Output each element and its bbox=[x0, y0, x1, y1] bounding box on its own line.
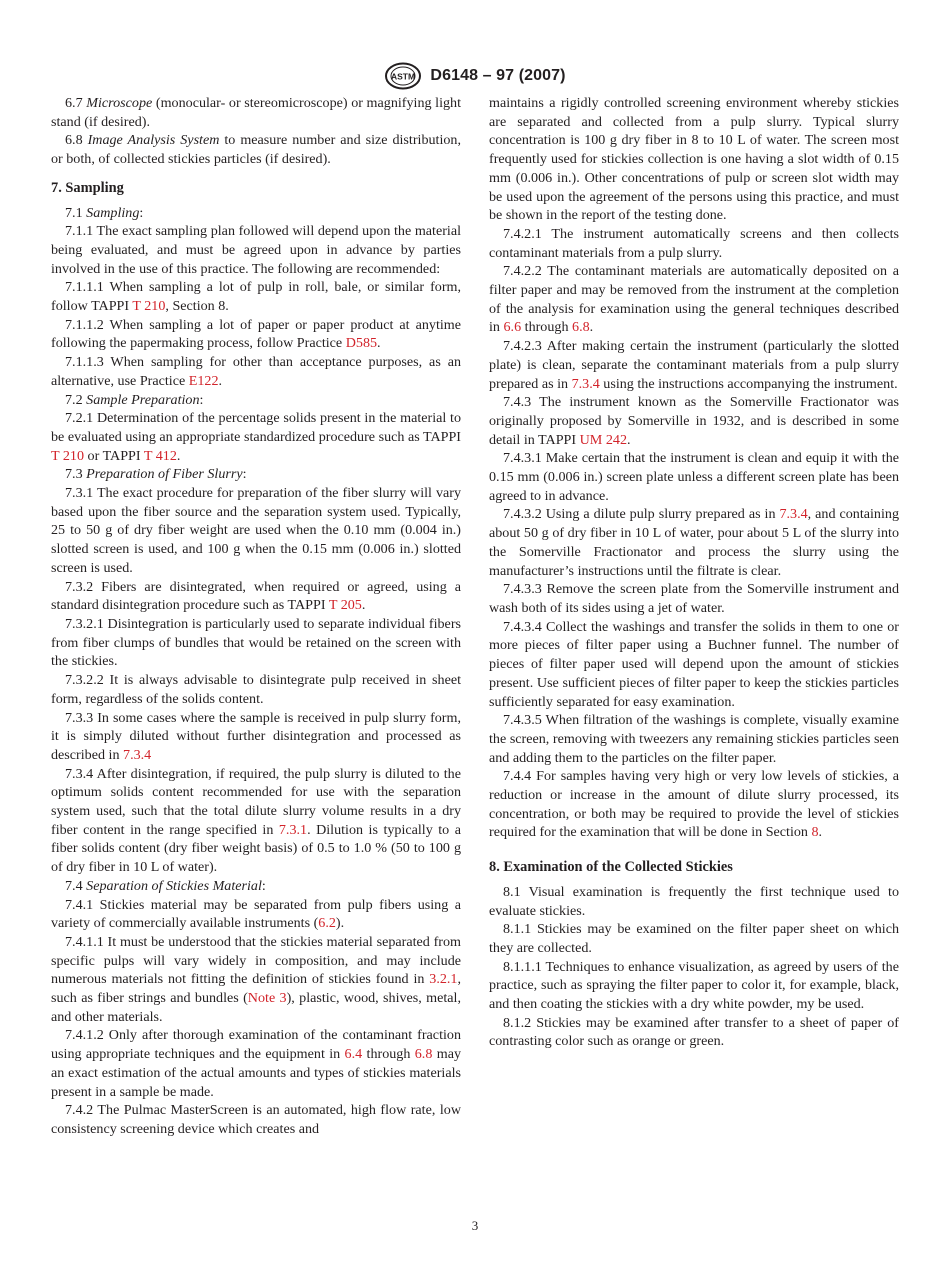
section-7-4-2-1: 7.4.2.1 The instrument automatically screens and then collects contaminant materials from a pulp slurry. bbox=[489, 225, 899, 261]
document-designation: D6148 – 97 (2007) bbox=[430, 67, 566, 84]
section-7-4-2: 7.4.2 The Pulmac MasterScreen is an automated, high flow rate, low consistency screening device which creates and bbox=[51, 1102, 461, 1137]
heading-7-sampling: 7. Sampling bbox=[51, 179, 124, 196]
ref-link[interactable]: E122 bbox=[188, 372, 219, 389]
ref-link[interactable]: 6.8 bbox=[572, 319, 590, 336]
section-7-4-1-2: 7.4.1.2 Only after thorough examination of the contaminant fraction using appropriate techniques and the equipment in 6.4 through 6.8 may an exact estimation of the actual amounts and types of stickies materials present in a sample be made. bbox=[51, 1027, 462, 1100]
ref-link[interactable]: 6.4 bbox=[344, 1046, 363, 1063]
section-7-1-1-1: 7.1.1.1 When sampling a lot of pulp in roll, bale, or similar form, follow TAPPI T 210, Section 8. bbox=[51, 279, 461, 315]
ref-link[interactable]: UM 242 bbox=[579, 431, 627, 448]
section-7-4-3-4: 7.4.3.4 Collect the washings and transfer the solids in them to one or more pieces of filter paper using a Buchner funnel. The number of pieces of filter paper used will depend upon the amount of stickies present. Use sufficient pieces of filter paper to keep the stickies particles sufficiently separated for easy examination. bbox=[489, 618, 899, 710]
right-column bbox=[489, 94, 899, 1051]
section-7-3-2: 7.3.2 Fibers are disintegrated, when required or agreed, using a standard disintegration procedure such as TAPPI T 205. bbox=[51, 578, 461, 614]
section-7-1-1-2: 7.1.1.2 When sampling a lot of paper or paper product at anytime following the papermaking process, follow Practice D585. bbox=[51, 316, 461, 352]
ref-link[interactable]: Note 3 bbox=[247, 990, 287, 1007]
ref-link[interactable]: T 412 bbox=[143, 447, 177, 464]
ref-link[interactable]: 7.3.4 bbox=[779, 506, 808, 523]
section-7-1: 7.1 Sampling: bbox=[65, 204, 144, 221]
section-7-3-4: 7.3.4 After disintegration, if required, the pulp slurry is diluted to the optimum solids content recommended for use with the separation system used, such that the total dilute slurry volume results in a dry fiber content in the range specified in 7.3.1. Dilution is typically to a fiber solids content (dry fiber weight basis) of 0.5 to 1.0 % (50 to 100 g of dry fiber in 10 L of water). bbox=[51, 765, 461, 876]
ref-link[interactable]: 8 bbox=[811, 824, 819, 841]
section-7-4-2-2: 7.4.2.2 The contaminant materials are automatically deposited on a filter paper and may be removed from the instrument at the completion of the analysis for examination using the general techniques described in 6.6 through 6.8. bbox=[489, 263, 899, 336]
section-7-4-3-1: 7.4.3.1 Make certain that the instrument is clean and equip it with the 0.15 mm (0.006 in.) screen plate unless a different screen plate has been agreed to in advance. bbox=[489, 450, 899, 504]
section-7-2: 7.2 Sample Preparation: bbox=[65, 391, 204, 408]
ref-link[interactable]: T 210 bbox=[132, 298, 166, 315]
ref-link[interactable]: 7.3.4 bbox=[571, 375, 600, 392]
left-column bbox=[51, 94, 461, 1139]
heading-8-examination: 8. Examination of the Collected Stickies bbox=[489, 859, 733, 876]
ref-link[interactable]: 7.3.1 bbox=[278, 821, 308, 838]
section-7-3-2-2: 7.3.2.2 It is always advisable to disintegrate pulp received in sheet form, regardless of the solids content. bbox=[51, 672, 461, 707]
section-8-1: 8.1 Visual examination is frequently the first technique used to evaluate stickies. bbox=[489, 883, 899, 919]
section-7-4-3-5: 7.4.3.5 When filtration of the washings is complete, visually examine the screen, removing with tweezers any remaining stickies particles seen and adding them to the particles on the filter paper. bbox=[489, 712, 899, 766]
ref-link[interactable]: T 210 bbox=[51, 447, 85, 464]
page-header bbox=[0, 60, 950, 92]
section-7-4-3-2: 7.4.3.2 Using a dilute pulp slurry prepared as in 7.3.4, and containing about 50 g of dry fiber in 10 L of water, pour about 5 L of the slurry into the Somerville Fractionator and process the slurry using the manufacturer’s instructions until the filtrate is clear. bbox=[489, 506, 899, 579]
section-6-7: 6.7 Microscope (monocular- or stereomicroscope) or magnifying light stand (if desired). bbox=[51, 95, 462, 130]
section-7-4-1: 7.4.1 Stickies material may be separated from pulp fibers using a variety of commercially available instruments (6.2). bbox=[51, 896, 461, 932]
section-7-4-2-continued: maintains a rigidly controlled screening environment whereby stickies are separated and collected from a pulp slurry. Typical slurry concentration is 100 g dry fiber in 8 to 10 L of water. The screen most frequently used for stickies collection is one having a slot width of 0.15 mm (0.006 in.). Other concentrations of pulp or screen slot width may be used upon the agreement of the persons using this practice, and must be shown in the report of the testing done. bbox=[489, 95, 899, 224]
section-8-1-1-1: 8.1.1.1 Techniques to enhance visualization, as agreed by users of the practice, such as spraying the filter paper to color it, for example, black, and then coating the stickies with a dry white powder, my be used. bbox=[489, 958, 899, 1013]
section-7-4: 7.4 Separation of Stickies Material: bbox=[65, 877, 266, 894]
section-7-3: 7.3 Preparation of Fiber Slurry: bbox=[65, 466, 247, 483]
logo-text: ASTM bbox=[391, 71, 416, 82]
section-7-3-3: 7.3.3 In some cases where the sample is received in pulp slurry form, it is simply diluted without further disintegration and processed as described in 7.3.4 bbox=[51, 709, 461, 763]
ref-link[interactable]: 6.8 bbox=[414, 1046, 433, 1063]
section-7-4-2-3: 7.4.2.3 After making certain the instrument (particularly the slotted plate) is clean, separate the contaminant materials from a pulp slurry prepared as in 7.3.4 using the instructions accompanying the instrument. bbox=[489, 338, 899, 392]
section-7-4-1-1: 7.4.1.1 It must be understood that the stickies material separated from specific pulps will vary widely in composition, and may include numerous materials not fitting the definition of stickies found in 3.2.1, such as fiber strings and bundles (Note 3), plastic, wood, shives, metal, and other materials. bbox=[51, 933, 461, 1025]
section-8-1-2: 8.1.2 Stickies may be examined after transfer to a sheet of paper of contrasting color such as orange or green. bbox=[489, 1014, 899, 1050]
section-7-2-1: 7.2.1 Determination of the percentage solids present in the material to be evaluated using an appropriate standardized procedure such as TAPPI T 210 or TAPPI T 412. bbox=[51, 410, 461, 464]
ref-link[interactable]: T 205 bbox=[328, 597, 362, 614]
ref-link[interactable]: D585 bbox=[345, 335, 378, 352]
section-7-1-1: 7.1.1 The exact sampling plan followed will depend upon the material being evaluated, and must be agreed upon in advance by parties involved in the use of this practice. The following are recommended: bbox=[51, 223, 461, 277]
ref-link[interactable]: 6.2 bbox=[318, 915, 336, 932]
section-7-4-3-3: 7.4.3.3 Remove the screen plate from the Somerville instrument and wash both of its sides using a jet of water. bbox=[489, 581, 899, 616]
ref-link[interactable]: 7.3.4 bbox=[123, 746, 152, 763]
section-7-4-3: 7.4.3 The instrument known as the Somerville Fractionator was originally proposed by Somerville in 1932, and is described in some detail in TAPPI UM 242. bbox=[489, 394, 899, 448]
ref-link[interactable]: 6.6 bbox=[503, 319, 522, 336]
page-number: 3 bbox=[471, 1218, 479, 1233]
section-7-1-1-3: 7.1.1.3 When sampling for other than acceptance purposes, as an alternative, use Practice E122. bbox=[51, 354, 461, 389]
section-7-3-1: 7.3.1 The exact procedure for preparation of the fiber slurry will vary based upon the fiber source and the separation system used. Typically, 25 to 50 g of dry fiber weight are used when the 0.10 mm (0.004 in.) slotted screen is used, and 100 g when the 0.15 mm (0.006 in.) slotted screen is used. bbox=[51, 485, 461, 576]
section-7-4-4: 7.4.4 For samples having very high or very low levels of stickies, a reduction or increase in the amount of dilute slurry processed, its concentration, or both may be required to provide the level of stickies required for the examination that will be done in Section 8. bbox=[489, 768, 899, 841]
section-8-1-1: 8.1.1 Stickies may be examined on the filter paper sheet on which they are collected. bbox=[489, 921, 899, 956]
section-7-3-2-1: 7.3.2.1 Disintegration is particularly used to separate individual fibers from fiber clumps of bundles that would be retained on the screen with the stickies. bbox=[51, 615, 461, 670]
section-6-8: 6.8 Image Analysis System to measure number and size distribution, or both, of collected stickies particles (if desired). bbox=[51, 132, 461, 168]
ref-link[interactable]: 3.2.1 bbox=[429, 971, 458, 988]
astm-logo-icon bbox=[384, 62, 422, 90]
